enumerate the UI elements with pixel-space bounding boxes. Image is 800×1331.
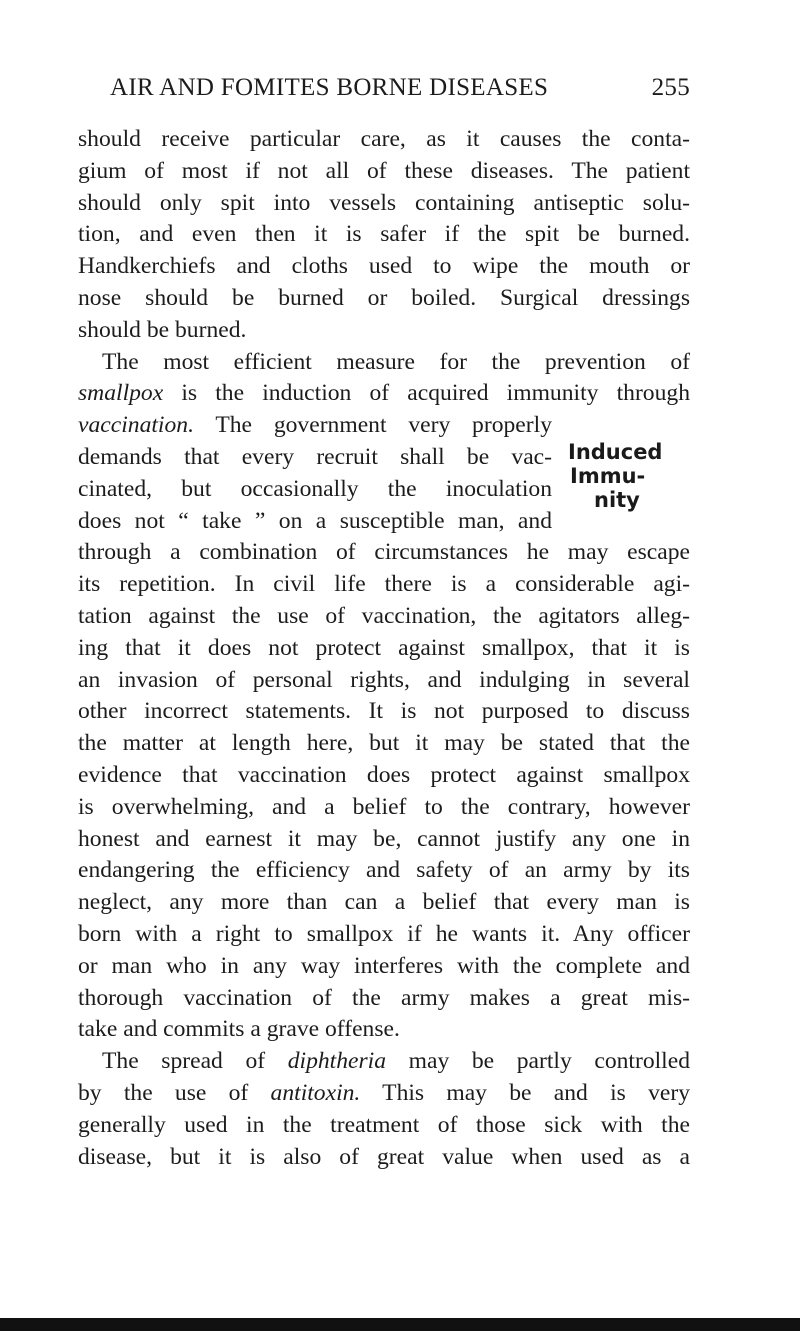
text-segment: The government very properly — [193, 412, 552, 439]
text-segment: This may be and is very — [360, 1079, 690, 1106]
sidenote-line: nity — [594, 488, 640, 512]
text-line: born with a right to smallpox if he wants it. Any officer — [78, 920, 690, 947]
text-line: should receive particular care, as it causes the conta- — [78, 126, 690, 152]
italic-term-vaccination: vaccination. — [78, 412, 194, 439]
text-line: Handkerchiefs and cloths used to wipe the mouth or — [78, 253, 690, 280]
italic-term-smallpox: smallpox — [78, 380, 164, 407]
text-line: its repetition. In civil life there is a considerable agi- — [78, 571, 690, 598]
text-line — [78, 1078, 690, 1110]
margin-sidenote — [568, 440, 690, 512]
text-line: through a combination of circumstances he may escape — [78, 539, 690, 566]
text-line: should be burned. — [78, 316, 247, 343]
text-line: take and commits a grave offense. — [78, 1016, 400, 1043]
text-line — [78, 410, 552, 442]
text-line: is overwhelming, and a belief to the contrary, however — [78, 793, 690, 820]
italic-term-diphtheria: diphtheria — [287, 1048, 387, 1075]
text-segment: The spread of — [102, 1048, 288, 1075]
text-line: neglect, any more than can a belief that every man is — [78, 889, 690, 916]
sidenote-line: Induced — [568, 440, 663, 464]
running-head — [110, 74, 690, 110]
text-line: The most efficient measure for the prevention of — [102, 348, 690, 375]
text-line: generally used in the treatment of those sick with the — [78, 1111, 690, 1138]
text-line: gium of most if not all of these diseases. The patient — [78, 157, 690, 184]
page-bottom-edge — [0, 1318, 800, 1331]
chapter-title: AIR AND FOMITES BORNE DISEASES — [110, 74, 549, 101]
text-line: should only spit into vessels containing antiseptic solu- — [78, 189, 690, 216]
text-line: tation against the use of vaccination, the agitators alleg- — [78, 602, 690, 629]
text-line: demands that every recruit shall be vac- — [78, 443, 552, 470]
text-line: ing that it does not protect against smallpox, that it is — [78, 634, 690, 661]
text-segment: may be partly controlled — [386, 1048, 691, 1075]
text-line: tion, and even then it is safer if the spit be burned. — [78, 221, 690, 248]
text-line: cinated, but occasionally the inoculation — [78, 475, 552, 502]
text-line — [78, 1046, 690, 1078]
text-line: honest and earnest it may be, cannot justify any one in — [78, 825, 690, 852]
text-line: disease, but it is also of great value when used as a — [78, 1143, 690, 1170]
page-number: 255 — [651, 74, 690, 101]
text-line: the matter at length here, but it may be stated that the — [78, 730, 690, 757]
text-line: thorough vaccination of the army makes a great mis- — [78, 984, 690, 1011]
text-line: does not “ take ” on a susceptible man, and — [78, 507, 552, 534]
text-line: an invasion of personal rights, and indulging in several — [78, 666, 690, 693]
text-line: evidence that vaccination does protect against smallpox — [78, 761, 690, 788]
text-line: or man who in any way interferes with the complete and — [78, 952, 690, 979]
sidenote-line: Immu- — [570, 464, 646, 488]
italic-term-antitoxin: antitoxin. — [270, 1079, 361, 1106]
text-segment: is the induction of acquired immunity through — [163, 380, 690, 407]
text-segment: by the use of — [78, 1079, 271, 1106]
text-line: other incorrect statements. It is not purposed to discuss — [78, 698, 690, 725]
body-text — [78, 124, 690, 1173]
text-line — [78, 378, 690, 410]
text-line: nose should be burned or boiled. Surgical dressings — [78, 284, 690, 311]
text-line: endangering the efficiency and safety of an army by its — [78, 857, 690, 884]
